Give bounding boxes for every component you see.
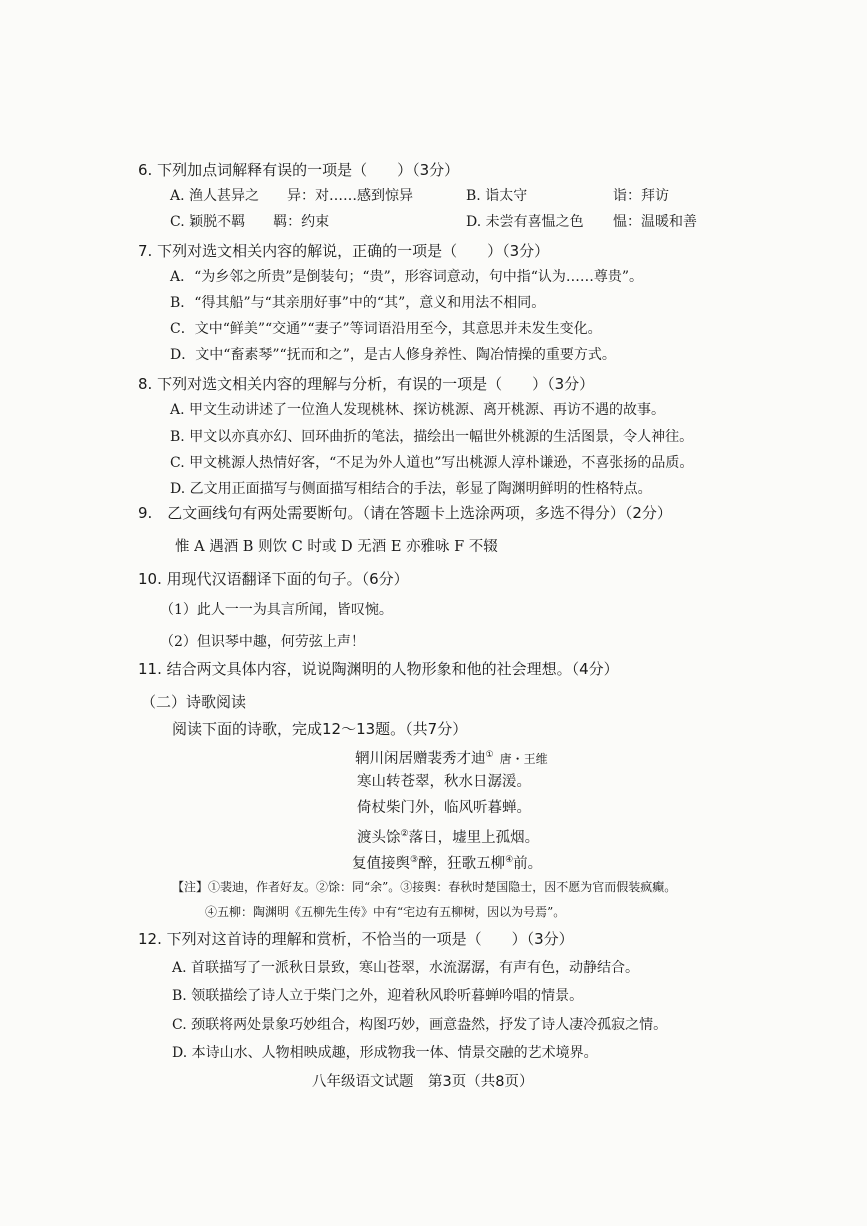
poem-line-2: 倚杖柴门外，临风听暮蝉。 (357, 800, 531, 816)
question-6-stem: 6. 下列加点词解释有误的一项是（ ）（3分） (138, 161, 460, 179)
q8-option-d: D. 乙文用正面描写与侧面描写相结合的手法，彰显了陶渊明鲜明的性格特点。 (170, 481, 652, 497)
poem-line-4-part-b: 醉，狂歌五柳 (418, 855, 506, 872)
section-2-title: （二）诗歌阅读 (141, 693, 247, 711)
q6-option-a: A. 渔人甚异之 异：对……感到惊异 (170, 188, 414, 204)
q6-option-b-gloss: 诣：拜访 (613, 188, 669, 204)
q8-option-b: B. 甲文以亦真亦幻、回环曲折的笔法，描绘出一幅世外桃源的生活图景，令人神往。 (170, 429, 694, 445)
question-9-stem: 9. 乙文画线句有两处需要断句。（请在答题卡上选涂两项，多选不得分）（2分） (138, 504, 672, 522)
q6-option-d-gloss: 愠：温暖和善 (613, 214, 697, 230)
q7-option-b: B．“得其船”与“其亲朋好事”中的“其”，意义和用法不相同。 (170, 295, 546, 311)
page-footer: 八年级语文试题 第3页（共8页） (312, 1074, 534, 1090)
poem-title-text: 辋川闲居赠裴秀才迪 (355, 750, 486, 767)
poem-line-4-note-marker: ③ (410, 855, 419, 865)
question-10-stem: 10. 用现代汉语翻译下面的句子。（6分） (138, 570, 409, 588)
poem-line-1: 寒山转苍翠，秋水日潺湲。 (357, 774, 531, 790)
q12-option-c: C. 颈联将两处景象巧妙组合，构图巧妙，画意盎然，抒发了诗人凄冷孤寂之情。 (172, 1017, 668, 1033)
q12-option-d: D. 本诗山水、人物相映成趣，形成物我一体、情景交融的艺术境界。 (172, 1045, 598, 1061)
question-7-stem: 7. 下列对选文相关内容的解说，正确的一项是（ ）（3分） (138, 242, 550, 260)
q7-option-a: A．“为乡邻之所贵”是倒装句；“贵”，形容词意动，句中指“认为……尊贵”。 (170, 269, 644, 285)
poem-line-4-note-marker-2: ④ (505, 855, 514, 865)
q6-option-c: C. 颖脱不羁 羁：约束 (170, 214, 330, 230)
question-12-stem: 12. 下列对这首诗的理解和赏析，不恰当的一项是（ ）（3分） (138, 930, 574, 948)
q6-option-d: D. 未尝有喜愠之色 (466, 214, 584, 230)
q8-option-c: C. 甲文桃源人热情好客，“不足为外人道也”写出桃源人淳朴谦逊，不喜张扬的品质。 (170, 455, 694, 471)
question-8-stem: 8. 下列对选文相关内容的理解与分析，有误的一项是（ ）（3分） (138, 375, 595, 393)
poem-notes-line-1: 【注】①裴迪，作者好友。②馀：同“余”。③接舆：春秋时楚国隐士，因不愿为官而假装疯癫。 (172, 880, 677, 894)
poem-line-4 (352, 850, 542, 874)
poem-notes-line-2: ④五柳：陶渊明《五柳先生传》中有“宅边有五柳树，因以为号焉”。 (205, 905, 566, 919)
poem-line-4-part-c: 前。 (513, 855, 543, 872)
poem-line-4-part-a: 复值接舆 (352, 855, 410, 872)
q7-option-d: D．文中“畜素琴”“抚而和之”，是古人修身养性、陶冶情操的重要方式。 (170, 347, 616, 363)
q12-option-b: B. 领联描绘了诗人立于柴门之外，迎着秋风聆听暮蝉吟唱的情景。 (172, 988, 584, 1004)
q9-sentence: 惟 A 遇酒 B 则饮 C 时或 D 无酒 E 亦雅咏 F 不辍 (175, 539, 498, 555)
poem-line-3-note-marker: ② (400, 829, 409, 839)
poem-title-note-marker: ① (485, 750, 494, 760)
q10-sentence-1: （1）此人一一为具言所闻，皆叹惋。 (160, 602, 393, 618)
poem-author: 唐・王维 (499, 751, 548, 766)
q6-option-b: B. 诣太守 (466, 188, 528, 204)
q10-sentence-2: （2）但识琴中趣，何劳弦上声！ (160, 634, 365, 650)
poem-line-3-part-a: 渡头馀 (357, 829, 401, 846)
q7-option-c: C．文中“鲜美”“交通”“妻子”等词语沿用至今，其意思并未发生变化。 (170, 321, 602, 337)
q8-option-a: A. 甲文生动讲述了一位渔人发现桃林、探访桃源、离开桃源、再访不遇的故事。 (170, 402, 666, 418)
poem-line-3 (357, 824, 539, 848)
q12-option-a: A. 首联描写了一派秋日景致，寒山苍翠，水流潺潺，有声有色，动静结合。 (172, 960, 640, 976)
poem-title (355, 745, 548, 769)
poem-line-3-part-b: 落日，墟里上孤烟。 (408, 829, 540, 846)
section-2-intro: 阅读下面的诗歌，完成12～13题。（共7分） (172, 720, 468, 738)
question-11-stem: 11. 结合两文具体内容，说说陶渊明的人物形象和他的社会理想。（4分） (138, 660, 619, 678)
